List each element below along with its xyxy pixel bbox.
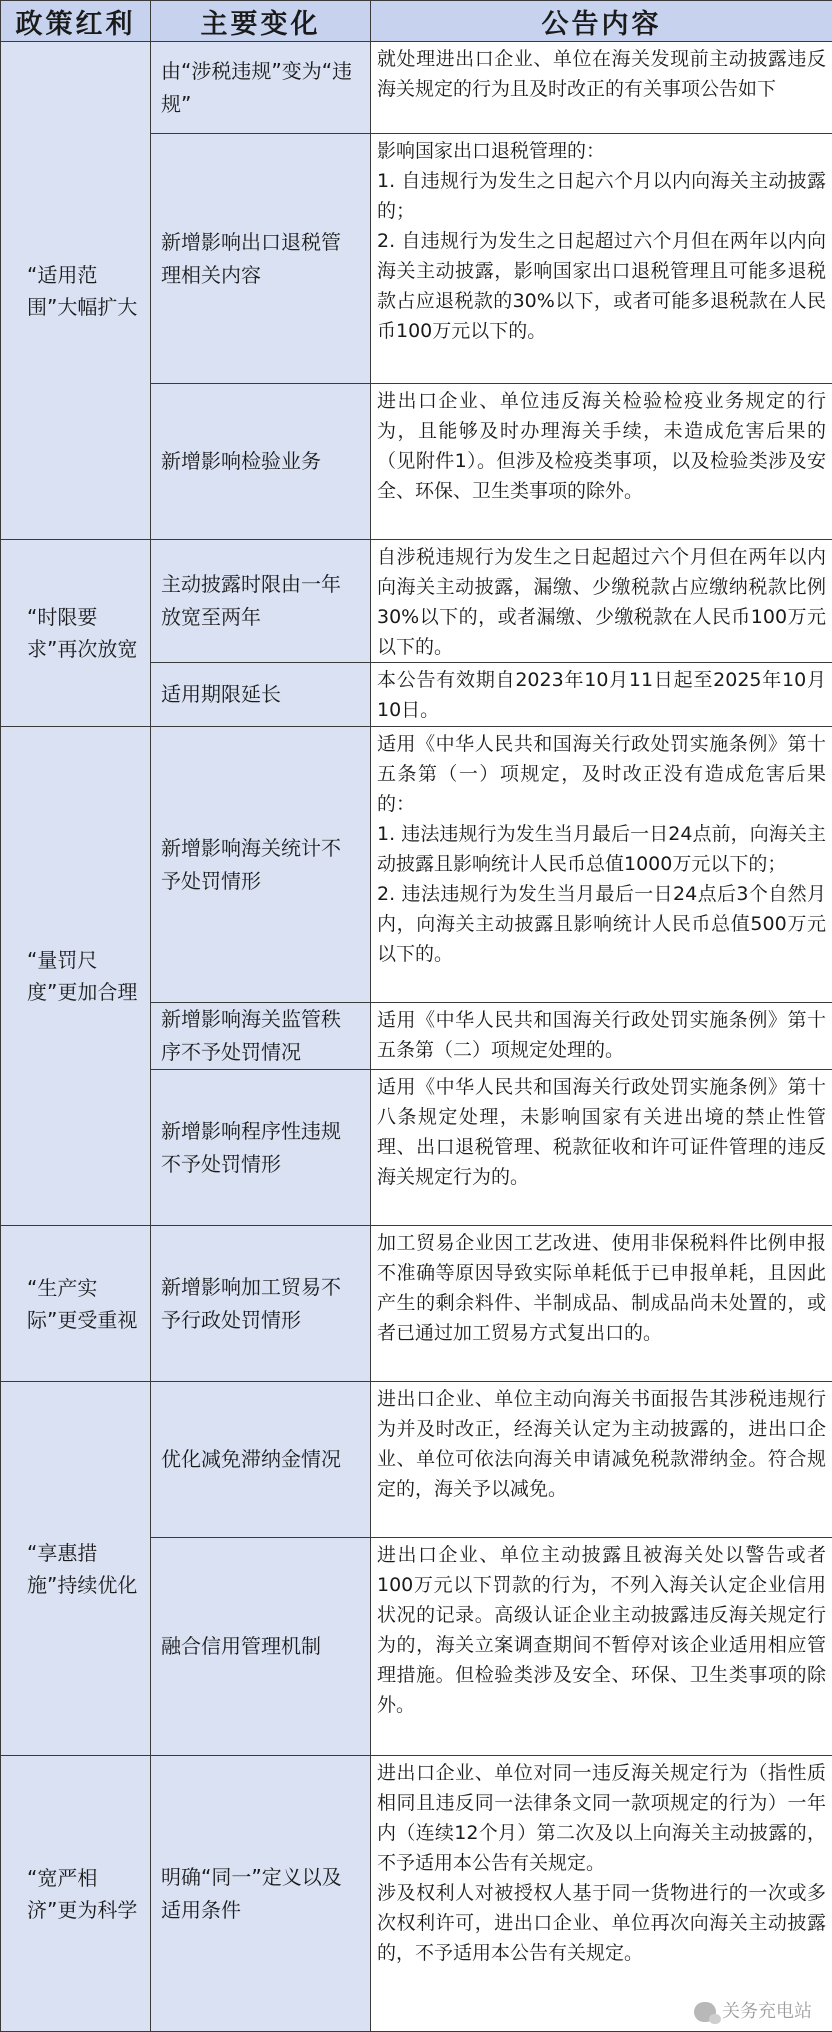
category-cell: “享惠措施”持续优化: [1, 1382, 151, 1756]
change-cell: 新增影响程序性违规不予处罚情形: [151, 1070, 371, 1226]
header-main-change: 主要变化: [151, 1, 371, 42]
content-line: 就处理进出口企业、单位在海关发现前主动披露违反海关规定的行为且及时改正的有关事项公告如下: [377, 44, 826, 104]
content-line: 加工贸易企业因工艺改进、使用非保税料件比例申报不准确等原因导致实际单耗低于已申报单耗，且因此产生的剩余料件、半制成品、制成品尚未处置的，或者已通过加工贸易方式复出口的。: [377, 1228, 826, 1348]
content-line: 进出口企业、单位违反海关检验检疫业务规定的行为，且能够及时办理海关手续，未造成危害后果的（见附件1）。但涉及检疫类事项，以及检验类涉及安全、环保、卫生类事项的除外。: [377, 386, 826, 506]
change-cell: 由“涉税违规”变为“违规”: [151, 42, 371, 134]
category-cell: “宽严相济”更为科学: [1, 1756, 151, 2032]
wechat-icon: [694, 2002, 716, 2022]
watermark: [694, 1997, 812, 2027]
content-cell: [371, 1070, 832, 1226]
content-line: 进出口企业、单位主动向海关书面报告其涉税违规行为并及时改正，经海关认定为主动披露的，进出口企业、单位可依法向海关申请减免税款滞纳金。符合规定的，海关予以减免。: [377, 1384, 826, 1504]
category-cell: “适用范围”大幅扩大: [1, 42, 151, 540]
content-cell: [371, 42, 832, 134]
change-cell: 主动披露时限由一年放宽至两年: [151, 540, 371, 663]
content-cell: [371, 1003, 832, 1070]
content-cell: [371, 1756, 832, 2032]
content-cell: [371, 540, 832, 663]
header-row: [1, 1, 832, 42]
table-row: [1, 540, 832, 663]
watermark-text: 关务充电站: [722, 1997, 812, 2027]
content-line: 适用《中华人民共和国海关行政处罚实施条例》第十五条第（一）项规定，及时改正没有造成危害后果的：: [377, 729, 826, 819]
table-row: [1, 1756, 832, 2032]
change-cell: 优化减免滞纳金情况: [151, 1382, 371, 1538]
content-line: 1. 违法违规行为发生当月最后一日24点前，向海关主动披露且影响统计人民币总值1000万元以下的；: [377, 819, 826, 879]
header-policy-dividend: 政策红利: [1, 1, 151, 42]
content-cell: [371, 663, 832, 727]
category-cell: “量罚尺度”更加合理: [1, 727, 151, 1226]
table-row: [1, 1226, 832, 1382]
content-line: 影响国家出口退税管理的：: [377, 136, 826, 166]
change-cell: 新增影响海关统计不予处罚情形: [151, 727, 371, 1003]
header-announcement-content: 公告内容: [371, 1, 832, 42]
change-cell: 融合信用管理机制: [151, 1538, 371, 1756]
content-line: 2. 自违规行为发生之日起超过六个月但在两年以内向海关主动披露，影响国家出口退税管理且可能多退税款占应退税款的30%以下，或者可能多退税款在人民币100万元以下的。: [377, 226, 826, 346]
content-cell: [371, 1226, 832, 1382]
change-cell: 新增影响海关监管秩序不予处罚情况: [151, 1003, 371, 1070]
content-line: 1. 自违规行为发生之日起六个月以内向海关主动披露的；: [377, 166, 826, 226]
content-cell: [371, 134, 832, 384]
content-line: 2. 违法违规行为发生当月最后一日24点后3个自然月内，向海关主动披露且影响统计人民币总值500万元以下的。: [377, 879, 826, 969]
category-cell: “时限要求”再次放宽: [1, 540, 151, 727]
content-cell: [371, 1382, 832, 1538]
content-line: 本公告有效期自2023年10月11日起至2025年10月10日。: [377, 665, 826, 725]
table-row: [1, 727, 832, 1003]
change-cell: 新增影响检验业务: [151, 384, 371, 540]
content-line: 涉及权利人对被授权人基于同一货物进行的一次或多次权利许可，进出口企业、单位再次向海关主动披露的，不予适用本公告有关规定。: [377, 1878, 826, 1968]
content-cell: [371, 384, 832, 540]
change-cell: 新增影响加工贸易不予行政处罚情形: [151, 1226, 371, 1382]
category-cell: “生产实际”更受重视: [1, 1226, 151, 1382]
change-cell: 适用期限延长: [151, 663, 371, 727]
change-cell: 新增影响出口退税管理相关内容: [151, 134, 371, 384]
content-cell: [371, 1538, 832, 1756]
table-row: [1, 1382, 832, 1538]
table-row: [1, 42, 832, 134]
content-line: 自涉税违规行为发生之日起超过六个月但在两年以内向海关主动披露，漏缴、少缴税款占应缴纳税款比例30%以下的，或者漏缴、少缴税款在人民币100万元以下的。: [377, 542, 826, 662]
content-cell: [371, 727, 832, 1003]
change-cell: 明确“同一”定义以及适用条件: [151, 1756, 371, 2032]
content-line: 适用《中华人民共和国海关行政处罚实施条例》第十五条第（二）项规定处理的。: [377, 1005, 826, 1065]
content-line: 适用《中华人民共和国海关行政处罚实施条例》第十八条规定处理，未影响国家有关进出境的禁止性管理、出口退税管理、税款征收和许可证件管理的违反海关规定行为的。: [377, 1072, 826, 1192]
content-line: 进出口企业、单位主动披露且被海关处以警告或者100万元以下罚款的行为，不列入海关认定企业信用状况的记录。高级认证企业主动披露违反海关规定行为的，海关立案调查期间不暂停对该企业适用相应管理措施。但检验类涉及安全、环保、卫生类事项的除外。: [377, 1540, 826, 1720]
content-line: 进出口企业、单位对同一违反海关规定行为（指性质相同且违反同一法律条文同一款项规定的行为）一年内（连续12个月）第二次及以上向海关主动披露的，不予适用本公告有关规定。: [377, 1758, 826, 1878]
